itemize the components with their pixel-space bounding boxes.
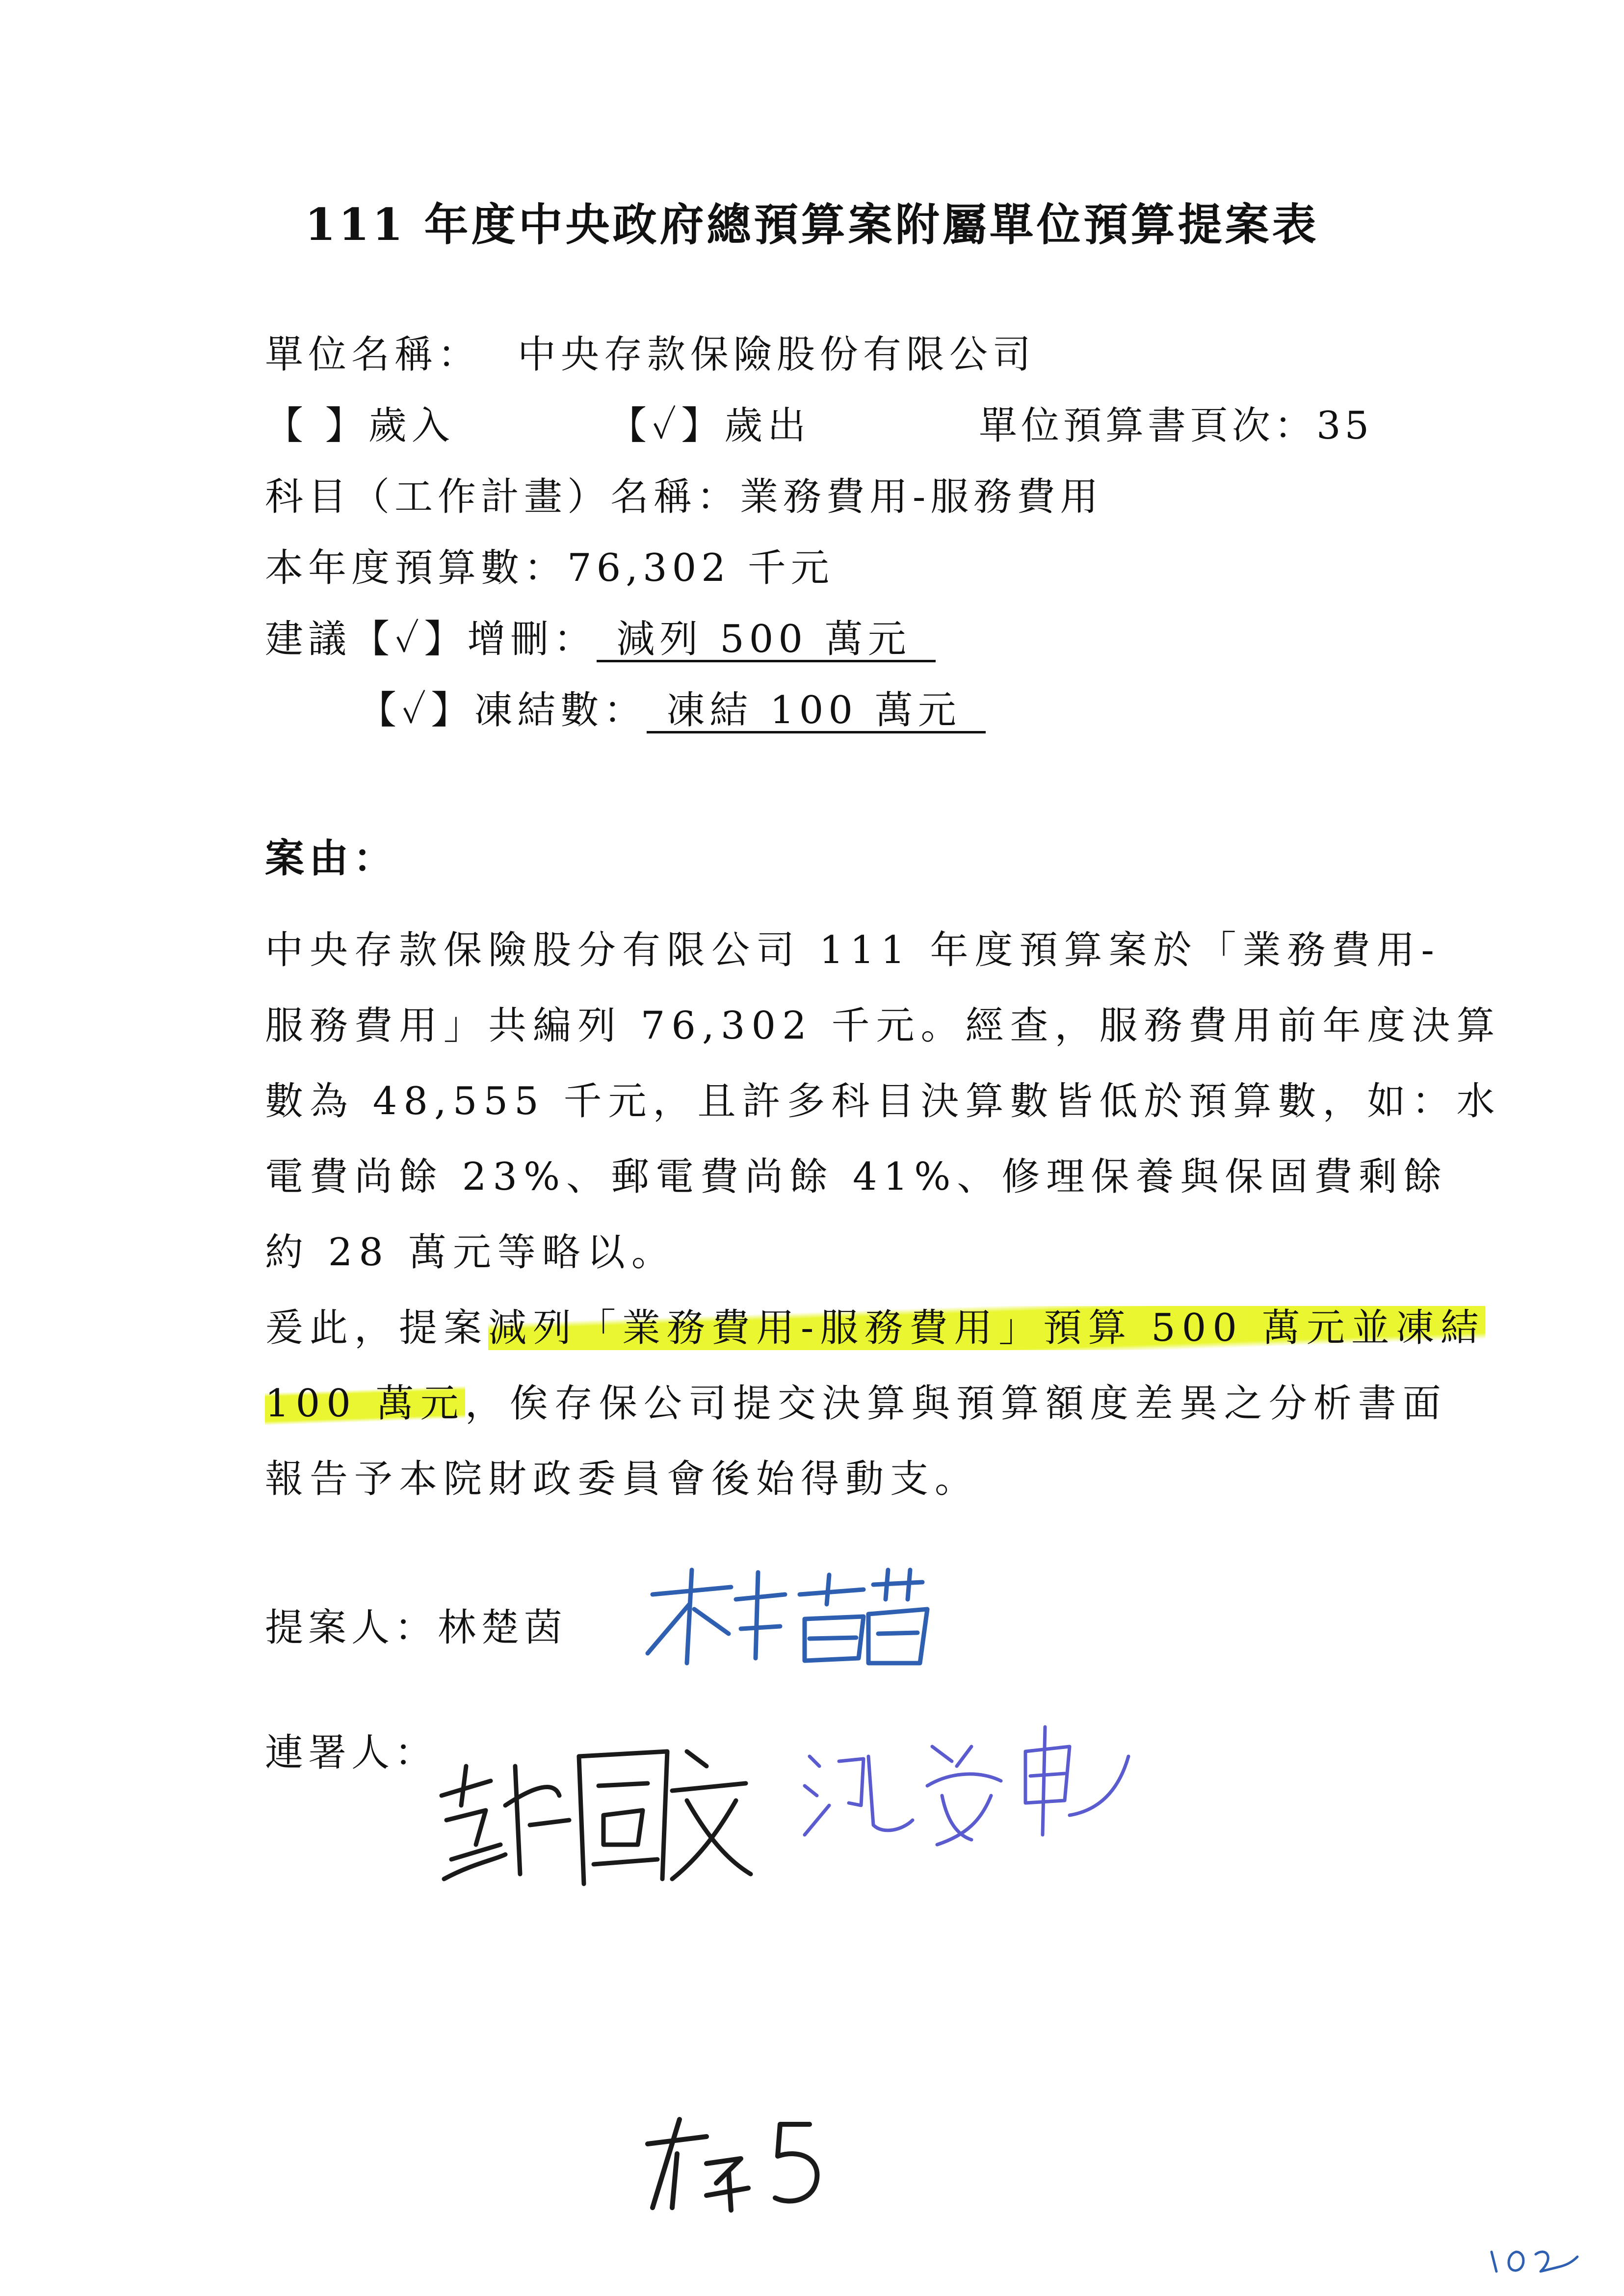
change-value: 減列 500 萬元 (597, 620, 935, 662)
budget-page-number: 單位預算書頁次：35 (979, 404, 1373, 448)
reason-line: 服務費用」共編列 76,302 千元。經查，服務費用前年度決算 (265, 1004, 1501, 1048)
reason-line: 中央存款保險股分有限公司 111 年度預算案於「業務費用- (265, 928, 1441, 972)
conclusion-line-3: 報告予本院財政委員會後始得動支。 (265, 1457, 980, 1501)
check-mark-change: 【✓】 (351, 617, 468, 661)
unit-name-value: 中央存款保險股份有限公司 (517, 333, 1036, 377)
change-label: 增刪： (467, 617, 597, 661)
page-number (1482, 2232, 1580, 2281)
subject-name: 科目（工作計畫）名稱：業務費用-服務費用 (265, 475, 1103, 519)
unit-name-label: 單位名稱： (265, 333, 481, 377)
conclusion-line-1 (265, 1290, 1485, 1366)
freeze-value: 凍結 100 萬元 (647, 691, 985, 733)
budget-amount: 本年度預算數：76,302 千元 (265, 546, 834, 590)
reason-line: 數為 48,555 千元，且許多科目決算數皆低於預算數，如：水 (265, 1079, 1501, 1123)
conclusion-paragraph (265, 1290, 1485, 1517)
reason-paragraph (265, 913, 1501, 1290)
freeze-label: 凍結數： (474, 688, 647, 732)
conclusion-prefix: 爰此，提案 (265, 1306, 489, 1350)
reason-heading: 案由： (265, 835, 397, 881)
proposer-label: 提案人：林楚茵 (265, 1606, 568, 1650)
proposer-signature (633, 1560, 937, 1673)
revenue-checkbox: 【 】歲入 (265, 404, 455, 448)
cosigner-label: 連署人： (265, 1731, 438, 1775)
check-mark-freeze: 【✓】 (358, 688, 474, 732)
highlighted-text: 減列「業務費用-服務費用」預算 500 萬元並凍結 (488, 1306, 1485, 1350)
proposal-change-row (265, 608, 936, 663)
highlighted-text: 100 萬元 (265, 1382, 465, 1426)
cosigner-signature-1 (432, 1737, 756, 1889)
proposal-label: 建議 (265, 617, 352, 661)
handwritten-note (633, 2110, 839, 2218)
expenditure-checkbox: 【✓】歲出 (608, 404, 811, 448)
conclusion-text: ，俟存保公司提交決算與預算額度差異之分析書面 (465, 1382, 1447, 1426)
cosigner-signature-2 (795, 1717, 1138, 1859)
reason-line: 電費尚餘 23%、郵電費尚餘 41%、修理保養與保固費剩餘 (265, 1155, 1448, 1199)
unit-name-row (265, 324, 1036, 379)
conclusion-line-2 (265, 1366, 1447, 1441)
reason-line: 約 28 萬元等略以。 (265, 1230, 676, 1275)
proposal-freeze-row (358, 679, 986, 734)
document-title: 111 年度中央政府總預算案附屬單位預算提案表 (305, 199, 1319, 251)
